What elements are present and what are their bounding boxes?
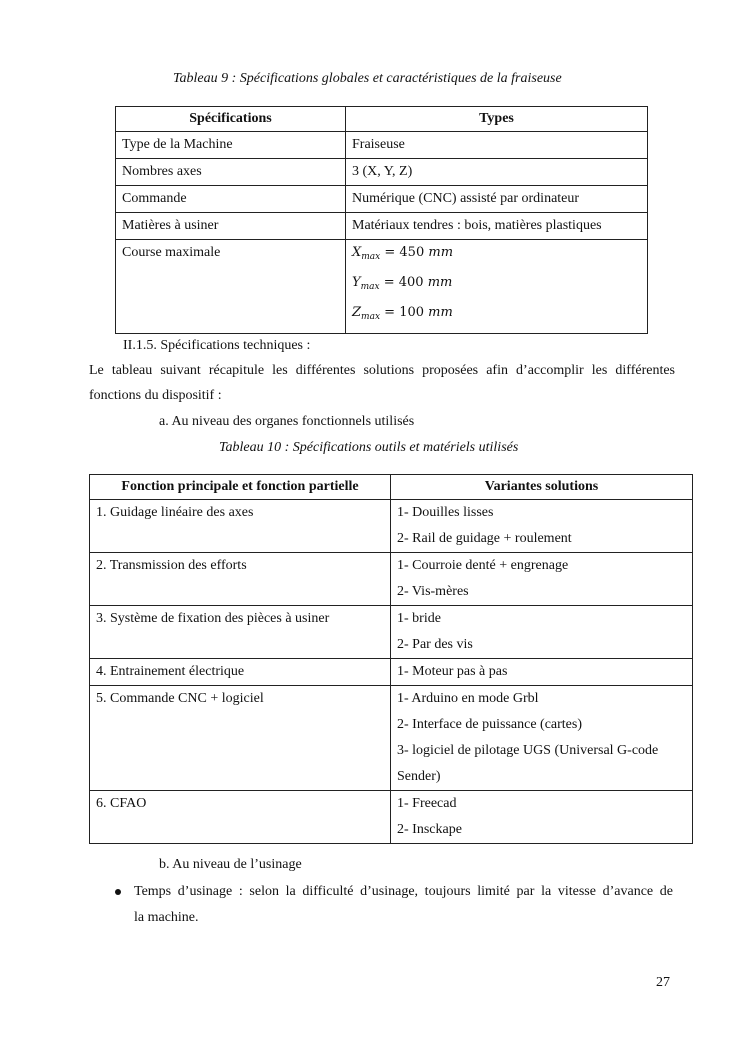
table10-header-row [90,475,693,500]
solution-item: 2- Interface de puissance (cartes) [397,717,583,732]
intro-paragraph-line1: Le tableau suivant récapitule les différentes solutions proposées afin d’accomplir les différentes [89,363,675,378]
solution-item: 1- bride [397,611,441,626]
table9-spec-cell: Matières à usiner [116,213,346,240]
course-y-max: $Y_{max} = 400$ mm [352,275,453,292]
table10-solutions-cell [391,791,693,844]
solution-item: 1- Arduino en mode Grbl [397,691,539,706]
solution-item: 1- Freecad [397,796,457,811]
table9-course-values [346,240,648,334]
table9-spec-cell: Commande [116,186,346,213]
table-row [90,500,693,553]
table10-function-cell: 2. Transmission des efforts [90,553,391,606]
table10-function-cell: 1. Guidage linéaire des axes [90,500,391,553]
table-row [90,791,693,844]
table10-function-cell: 4. Entrainement électrique [90,659,391,686]
table-row [90,686,693,791]
table9-course-label: Course maximale [116,240,346,334]
solution-item: 2- Vis-mères [397,584,469,599]
table10-function-cell: 5. Commande CNC + logiciel [90,686,391,791]
table9-type-cell: 3 (X, Y, Z) [346,159,648,186]
solution-item: 2- Par des vis [397,637,473,652]
table10-solutions-cell [391,553,693,606]
bullet-text-line2: la machine. [134,910,199,925]
subheading-b: b. Au niveau de l’usinage [159,857,302,872]
table10 [89,474,693,844]
intro-paragraph-line2: fonctions du dispositif : [89,388,222,403]
table9-caption: Tableau 9 : Spécifications globales et caractéristiques de la fraiseuse [173,71,562,86]
section-heading: II.1.5. Spécifications techniques : [123,338,311,353]
table9-header-row [116,107,648,132]
solution-item: 2- Insckape [397,822,462,837]
table9-header-type: Types [346,107,648,132]
table10-solutions-cell [391,686,693,791]
table-row [90,553,693,606]
table10-function-cell: 3. Système de fixation des pièces à usiner [90,606,391,659]
table-row [90,659,693,686]
table9-type-cell: Fraiseuse [346,132,648,159]
table9-type-cell: Numérique (CNC) assisté par ordinateur [346,186,648,213]
solution-item: 3- logiciel de pilotage UGS (Universal G-code [397,743,659,758]
subheading-a: a. Au niveau des organes fonctionnels utilisés [159,414,415,429]
page-number: 27 [656,975,670,990]
solution-item: Sender) [397,769,441,784]
table10-header-solutions: Variantes solutions [391,475,693,500]
table9-spec-cell: Nombres axes [116,159,346,186]
table10-header-function: Fonction principale et fonction partielle [90,475,391,500]
table10-function-cell: 6. CFAO [90,791,391,844]
solution-item: 1- Courroie denté + engrenage [397,558,569,573]
bullet-text-line1: Temps d’usinage : selon la difficulté d’usinage, toujours limité par la vitesse d’avance de [134,884,673,899]
solution-item: 1- Moteur pas à pas [397,664,508,679]
table9-spec-cell: Type de la Machine [116,132,346,159]
table10-solutions-cell [391,500,693,553]
solution-item: 2- Rail de guidage + roulement [397,531,572,546]
table-row [90,606,693,659]
table10-solutions-cell [391,659,693,686]
table-row [116,159,648,186]
table9-type-cell: Matériaux tendres : bois, matières plastiques [346,213,648,240]
table-row [116,213,648,240]
table-row [116,186,648,213]
course-z-max: $Z_{max} = 100$ mm [352,305,453,322]
table10-caption: Tableau 10 : Spécifications outils et matériels utilisés [219,440,519,455]
course-x-max: $X_{max} = 450$ mm [352,245,454,262]
solution-item: 1- Douilles lisses [397,505,494,520]
table9 [115,106,648,334]
table10-solutions-cell [391,606,693,659]
table-row [116,132,648,159]
table9-header-spec: Spécifications [116,107,346,132]
table-row [116,240,648,334]
bullet-icon [115,889,121,895]
